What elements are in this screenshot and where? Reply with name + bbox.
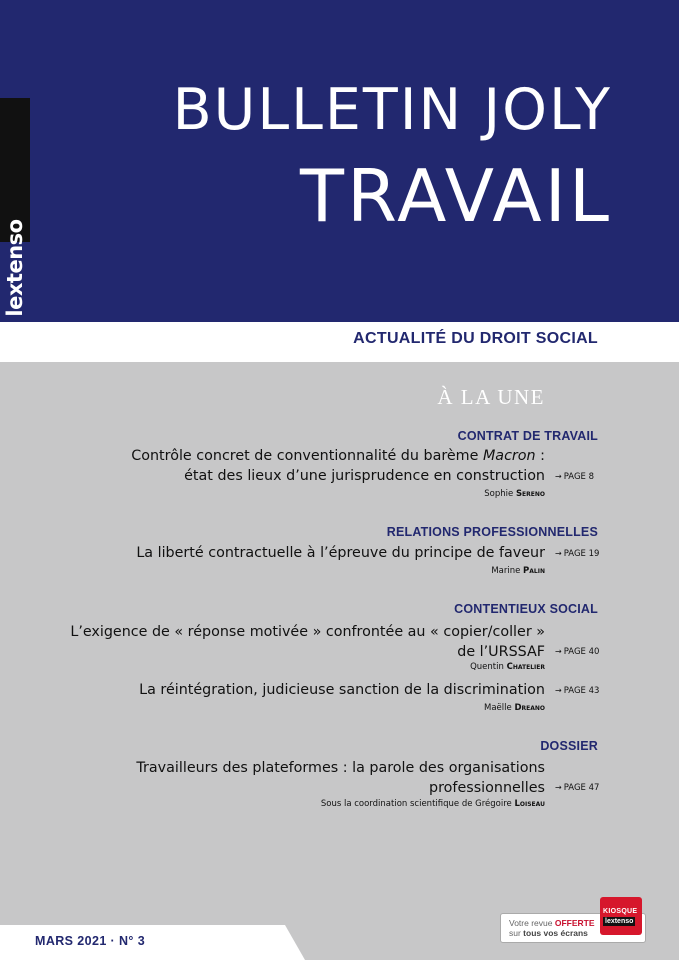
author-last-name: Loiseau [514, 799, 545, 809]
kiosk-text-highlight: OFFERTE [554, 918, 595, 928]
publisher-tab [0, 98, 30, 317]
kiosk-logo[interactable] [600, 897, 642, 935]
article-title-text: Contrôle concret de conventionnalité du barème [131, 448, 483, 464]
kiosk-logo-bottom: lextenso [605, 918, 634, 925]
journal-title-line1: BULLETIN JOLY [172, 77, 612, 143]
article-title-text: : [535, 448, 545, 464]
author-first-name: Sophie [484, 489, 514, 499]
section-heading-relations: RELATIONS PROFESSIONNELLES [386, 525, 598, 539]
author-last-name: Sereno [515, 489, 545, 499]
issue-date: MARS 2021 · N° 3 [35, 934, 146, 948]
section-heading-contentieux: CONTENTIEUX SOCIAL [454, 602, 598, 616]
kiosk-text-plain: Votre revue [509, 918, 555, 928]
author-first-name: Marine [491, 566, 521, 576]
publisher-logo: lextenso [3, 219, 27, 317]
author-first-name: Maëlle [484, 703, 512, 713]
author-first-name: Quentin [470, 662, 504, 672]
article-title-text: L’exigence de « réponse motivée » confrontée au « copier/coller » [70, 624, 545, 640]
article-author [470, 662, 545, 672]
page-number: PAGE 43 [563, 686, 600, 696]
kiosk-text-strong: tous vos écrans [523, 928, 588, 938]
article-title[interactable] [136, 758, 545, 798]
article-author [321, 799, 545, 809]
journal-title-line2: TRAVAIL [300, 154, 612, 238]
arrow-icon: → [555, 686, 562, 695]
article-title-text: professionnelles [429, 780, 545, 796]
article-title[interactable] [136, 543, 545, 563]
author-last-name: Chatelier [506, 662, 545, 672]
kiosk-text-plain: sur [509, 928, 524, 938]
arrow-icon: → [555, 647, 562, 656]
author-last-name: Palin [523, 566, 545, 576]
page-reference[interactable] [555, 686, 599, 696]
author-prefix: Sous la coordination scientifique de Grégoire [320, 799, 512, 809]
article-author [484, 703, 545, 713]
article-author [491, 566, 545, 576]
article-title[interactable] [139, 680, 545, 700]
article-title-text: état des lieux d’une jurisprudence en construction [184, 468, 545, 484]
article-author [484, 489, 545, 499]
page-number: PAGE 19 [563, 549, 600, 559]
page-reference[interactable] [555, 783, 599, 793]
article-title[interactable] [131, 446, 545, 486]
section-heading-contrat: CONTRAT DE TRAVAIL [457, 429, 598, 443]
page-reference[interactable] [555, 647, 599, 657]
arrow-icon: → [555, 472, 562, 481]
article-title-emphasis: Macron [482, 448, 536, 464]
arrow-icon: → [555, 549, 562, 558]
page-number: PAGE 8 [563, 472, 595, 482]
journal-subtitle: ACTUALITÉ DU DROIT SOCIAL [353, 330, 598, 347]
page-number: PAGE 47 [563, 783, 600, 793]
article-title-text: de l’URSSAF [457, 644, 545, 660]
headline-heading: À LA UNE [437, 385, 545, 409]
article-title-text: La réintégration, judicieuse sanction de la discrimination [139, 682, 545, 698]
author-last-name: Dreano [514, 703, 545, 713]
article-title-text: Travailleurs des plateformes : la parole des organisations [136, 760, 545, 776]
page-reference[interactable] [555, 472, 594, 482]
arrow-icon: → [555, 783, 562, 792]
article-title-text: La liberté contractuelle à l’épreuve du principe de faveur [136, 545, 545, 561]
kiosk-logo-top: KIOSQUE [603, 908, 638, 915]
section-heading-dossier: DOSSIER [540, 739, 598, 753]
kiosk-promo-text [509, 918, 595, 938]
article-title[interactable] [70, 622, 545, 662]
page-reference[interactable] [555, 549, 599, 559]
page-number: PAGE 40 [563, 647, 600, 657]
